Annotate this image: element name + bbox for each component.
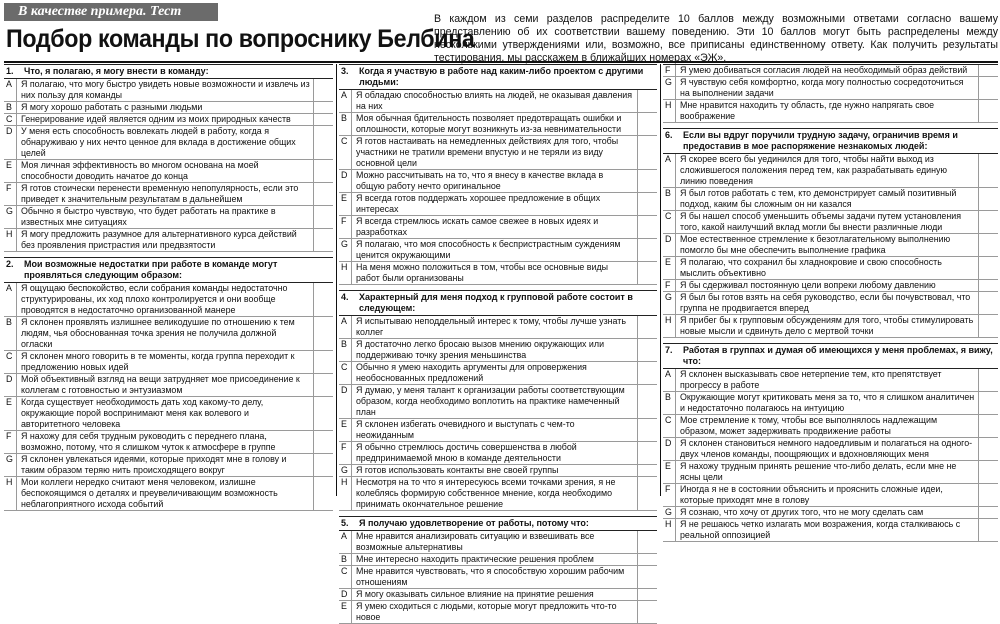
- section-number: 3.: [341, 66, 349, 76]
- answer-row: [663, 188, 998, 211]
- answer-row: [339, 477, 657, 511]
- answer-letter: D: [4, 126, 17, 159]
- intro-text: В каждом из семи разделов распределите 10 баллов между возможными ответами согласно вашему представлению об их соответствии вашему поведению. Эти 10 баллов могут быть распределены между несколькими утверждениями или, возможно, все приписаны единственному ответу. Как получить результаты тестирования, мы расскажем в ближайших номерах «ЭЖ».: [434, 13, 998, 64]
- score-box[interactable]: [637, 566, 657, 588]
- section-title: [4, 257, 333, 283]
- answer-text: Я думаю, у меня талант к организации работы соответствующим образом, когда необходимо воплотить на практике намеченный план: [356, 385, 625, 417]
- score-box[interactable]: [637, 170, 657, 192]
- answer-letter: D: [663, 234, 676, 256]
- answer-letter: H: [663, 519, 676, 541]
- answer-row: [4, 454, 333, 477]
- score-box[interactable]: [978, 154, 998, 187]
- answer-letter: B: [663, 392, 676, 414]
- answer-text: Мое естественное стремление к безотлагательному выполнению помогло бы мне обеспечить выполнение графика: [680, 234, 951, 255]
- answer-letter: G: [663, 507, 676, 518]
- answer-row: [4, 397, 333, 431]
- answer-letter: E: [339, 601, 352, 623]
- answer-text: Мои коллеги нередко считают меня человеком, излишне беспокоящимся о деталях и преувеличивающим возможность неблагоприятного исхода событий: [21, 477, 278, 509]
- score-box[interactable]: [637, 316, 657, 338]
- answer-letter: F: [4, 431, 17, 453]
- section-question: Характерный для меня подход к групповой работе состоит в следующем:: [359, 292, 633, 313]
- answer-row: [339, 339, 657, 362]
- column-3: [663, 64, 998, 540]
- answer-row: [663, 461, 998, 484]
- score-box[interactable]: [637, 262, 657, 284]
- section-number: 6.: [665, 130, 673, 140]
- answer-row: [339, 216, 657, 239]
- score-box[interactable]: [313, 454, 333, 476]
- score-box[interactable]: [313, 283, 333, 316]
- answer-text: У меня есть способность вовлекать людей в работу, когда я обнаруживаю у них нечто ценное для вклада в достижение общих целей: [21, 126, 296, 158]
- answer-text: Я ощущаю беспокойство, если собрания команды недостаточно структурированы, их ход плохо контролируется и они вообще проводятся в недостаточно организованной манере: [21, 283, 288, 315]
- answer-text: Мне нравится находить ту область, где нужно напрягать свое воображение: [680, 100, 935, 121]
- score-box[interactable]: [637, 385, 657, 418]
- answer-letter: F: [663, 280, 676, 291]
- answer-row: [663, 292, 998, 315]
- answer-row: [339, 554, 657, 566]
- score-box[interactable]: [637, 589, 657, 600]
- answer-row: [663, 154, 998, 188]
- answer-row: [339, 113, 657, 136]
- answer-letter: A: [339, 90, 352, 112]
- section-title: [339, 290, 657, 316]
- answer-text: Я склонен проявлять излишнее великодушие по отношению к тем людям, чья обоснованная точка зрения не получила должной огласки: [21, 317, 295, 349]
- answer-row: [4, 477, 333, 511]
- section-title: [4, 64, 333, 79]
- answer-letter: D: [339, 589, 352, 600]
- answer-letter: E: [4, 397, 17, 430]
- answer-row: [4, 102, 333, 114]
- answer-row: [339, 90, 657, 113]
- column-divider: [660, 64, 661, 496]
- section-number: 7.: [665, 345, 673, 355]
- section-title: [663, 128, 998, 154]
- answer-letter: B: [4, 102, 17, 113]
- answer-text: Я чувствую себя комфортно, когда могу полностью сосредоточиться на выполнении задачи: [680, 77, 964, 98]
- section-number: 5.: [341, 518, 349, 528]
- answer-text: Я склонен увлекаться идеями, которые приходят мне в голову и таким образом теряю нить происходящего вокруг: [21, 454, 287, 475]
- answer-letter: G: [663, 77, 676, 99]
- answer-letter: E: [339, 193, 352, 215]
- answer-letter: A: [339, 531, 352, 553]
- answer-letter: F: [663, 484, 676, 506]
- page-title: Подбор команды по вопроснику Белбина: [6, 25, 475, 53]
- answer-text: Я могу оказывать сильное влияние на принятие решения: [356, 589, 594, 599]
- score-box[interactable]: [637, 531, 657, 553]
- score-box[interactable]: [637, 477, 657, 510]
- answer-row: [4, 183, 333, 206]
- answer-text: Я готов стоически перенести временную непопулярность, если это приведет к значительным результатам в дальнейшем: [21, 183, 299, 204]
- answer-text: Я могу хорошо работать с разными людьми: [21, 102, 203, 112]
- answer-row: [339, 419, 657, 442]
- answer-text: Я склонен становиться немного надоедливым и полагаться на одного-двух членов команды, поощряющих и вдохновляющих меня: [680, 438, 973, 459]
- answer-text: Мой объективный взгляд на вещи затрудняет мое присоединение к коллегам с готовностью и энтузиазмом: [21, 374, 300, 395]
- score-box[interactable]: [313, 317, 333, 350]
- answer-letter: F: [339, 442, 352, 464]
- score-box[interactable]: [313, 431, 333, 453]
- answer-letter: H: [339, 477, 352, 510]
- answer-text: Когда существует необходимость дать ход какому-то делу, окружающие порой воспринимают меня как волевого и авторитетного человека: [21, 397, 264, 429]
- section-number: 2.: [6, 259, 14, 269]
- answer-letter: H: [339, 262, 352, 284]
- score-box[interactable]: [313, 206, 333, 228]
- answer-text: Я склонен много говорить в те моменты, когда группа переходит к предложению новых идей: [21, 351, 295, 372]
- question-section-1: [4, 64, 333, 252]
- answer-row: [663, 519, 998, 542]
- answer-row: [663, 64, 998, 77]
- answer-letter: B: [339, 554, 352, 565]
- answer-letter: H: [663, 100, 676, 122]
- answer-row: [339, 601, 657, 624]
- answer-row: [4, 79, 333, 102]
- answer-row: [663, 369, 998, 392]
- answer-text: Я всегда готов поддержать хорошее предложение в общих интересах: [356, 193, 601, 214]
- answer-letter: B: [663, 188, 676, 210]
- section-tag: В качестве примера. Тест: [4, 3, 218, 21]
- answer-text: Я испытываю неподдельный интерес к тому, чтобы лучше узнать коллег: [356, 316, 626, 337]
- answer-text: Я обладаю способностью влиять на людей, не оказывая давления на них: [356, 90, 633, 111]
- answer-letter: C: [339, 566, 352, 588]
- answer-letter: G: [4, 454, 17, 476]
- answer-text: Можно рассчитывать на то, что я внесу в качестве вклада в общую работу нечто оригинальное: [356, 170, 604, 191]
- score-box[interactable]: [637, 339, 657, 361]
- answer-row: [339, 316, 657, 339]
- answer-text: Я всегда стремлюсь искать самое свежее в новых идеях и разработках: [356, 216, 599, 237]
- answer-letter: G: [339, 239, 352, 261]
- column-2: [339, 64, 657, 622]
- answer-letter: E: [4, 160, 17, 182]
- answer-letter: D: [339, 385, 352, 418]
- answer-row: [663, 415, 998, 438]
- question-section-6: [663, 128, 998, 338]
- score-box[interactable]: [313, 160, 333, 182]
- answer-letter: E: [339, 419, 352, 441]
- answer-text: Обычно я быстро чувствую, что будет работать на практике в известных мне ситуациях: [21, 206, 276, 227]
- answer-letter: C: [4, 114, 17, 125]
- answer-text: Моя обычная бдительность позволяет предотвращать ошибки и оплошности, которые могут возникнуть из-за невнимательности: [356, 113, 622, 134]
- answer-row: [339, 193, 657, 216]
- answer-text: Я склонен избегать очевидного и выступать с чем-то неожиданным: [356, 419, 575, 440]
- section-question: Если вы вдруг поручили трудную задачу, ограничив время и предоставив в мое распоряжение незнакомых людей:: [683, 130, 958, 151]
- answer-text: Я полагаю, что моя способность к беспристрастным суждениям ценится окружающими: [356, 239, 621, 260]
- answer-row: [339, 262, 657, 285]
- answer-row: [663, 77, 998, 100]
- question-section-3: [339, 64, 657, 285]
- score-box[interactable]: [637, 362, 657, 384]
- answer-text: Я нахожу трудным принять решение что-либо делать, если мне не ясны цели: [680, 461, 957, 482]
- answer-row: [4, 160, 333, 183]
- answer-text: Я сознаю, что хочу от других того, что не могу сделать сам: [680, 507, 924, 517]
- answer-letter: C: [4, 351, 17, 373]
- answer-row: [339, 170, 657, 193]
- answer-text: Я был готов работать с тем, кто демонстрирует самый позитивный подход, каким бы сложным он ни казался: [680, 188, 957, 209]
- score-box[interactable]: [313, 79, 333, 101]
- answer-text: На меня можно положиться в том, чтобы все основные виды работ были организованы: [356, 262, 609, 283]
- score-box[interactable]: [978, 369, 998, 391]
- answer-letter: B: [339, 339, 352, 361]
- answer-row: [339, 589, 657, 601]
- answer-row: [663, 257, 998, 280]
- answer-text: Несмотря на то что я интересуюсь всеми точками зрения, я не колеблясь формирую собственное мнение, когда необходимо принимать окончательное решение: [356, 477, 616, 509]
- question-section-5-continued: [663, 64, 998, 123]
- answer-row: [4, 229, 333, 252]
- answer-letter: H: [4, 229, 17, 251]
- score-box[interactable]: [637, 465, 657, 476]
- answer-row: [339, 531, 657, 554]
- question-section-5: [339, 516, 657, 624]
- answer-text: Я умею добиваться согласия людей на необходимый образ действий: [680, 65, 968, 75]
- answer-letter: H: [663, 315, 676, 337]
- score-box[interactable]: [637, 90, 657, 112]
- question-section-4: [339, 290, 657, 511]
- answer-row: [4, 206, 333, 229]
- answer-text: Я склонен высказывать свое нетерпение тем, кто препятствует прогрессу в работе: [680, 369, 942, 390]
- answer-row: [4, 126, 333, 160]
- score-box[interactable]: [978, 77, 998, 99]
- answer-row: [339, 465, 657, 477]
- score-box[interactable]: [978, 100, 998, 122]
- score-box[interactable]: [313, 477, 333, 510]
- question-section-2: [4, 257, 333, 511]
- score-box[interactable]: [313, 114, 333, 125]
- answer-letter: C: [339, 136, 352, 169]
- score-box[interactable]: [313, 351, 333, 373]
- answer-row: [663, 484, 998, 507]
- answer-row: [4, 114, 333, 126]
- score-box[interactable]: [978, 280, 998, 291]
- section-question: Я получаю удовлетворение от работы, потому что:: [359, 518, 589, 528]
- score-box[interactable]: [978, 519, 998, 541]
- column-divider: [336, 64, 337, 496]
- score-box[interactable]: [978, 188, 998, 210]
- answer-letter: G: [663, 292, 676, 314]
- score-box[interactable]: [637, 239, 657, 261]
- answer-letter: C: [339, 362, 352, 384]
- answer-letter: F: [339, 216, 352, 238]
- score-box[interactable]: [978, 461, 998, 483]
- answer-letter: D: [339, 170, 352, 192]
- score-box[interactable]: [637, 554, 657, 565]
- score-box[interactable]: [978, 415, 998, 437]
- answer-letter: G: [4, 206, 17, 228]
- section-question: Что, я полагаю, я могу внести в команду:: [24, 66, 209, 76]
- score-box[interactable]: [978, 257, 998, 279]
- score-box[interactable]: [978, 484, 998, 506]
- answer-row: [663, 100, 998, 123]
- answer-letter: A: [4, 79, 17, 101]
- section-title: [663, 343, 998, 369]
- score-box[interactable]: [637, 113, 657, 135]
- column-1: [4, 64, 333, 509]
- answer-row: [339, 385, 657, 419]
- answer-row: [663, 315, 998, 338]
- answer-row: [339, 136, 657, 170]
- answer-letter: G: [339, 465, 352, 476]
- answer-letter: D: [4, 374, 17, 396]
- answer-letter: A: [663, 154, 676, 187]
- answer-letter: E: [663, 461, 676, 483]
- section-title: [339, 516, 657, 531]
- answer-row: [663, 392, 998, 415]
- answer-text: Я бы нашел способ уменьшить объемы задачи путем установления того, какой наилучший вклад могли бы внести различные люди: [680, 211, 962, 232]
- answer-text: Я обычно стремлюсь достичь совершенства в любой предпринимаемой мною в команде деятельности: [356, 442, 577, 463]
- score-box[interactable]: [637, 216, 657, 238]
- score-box[interactable]: [637, 136, 657, 169]
- answer-text: Я не решаюсь четко излагать мои возражения, когда сталкиваюсь с реальной оппозицией: [680, 519, 961, 540]
- answer-letter: F: [4, 183, 17, 205]
- score-box[interactable]: [637, 419, 657, 441]
- answer-row: [4, 431, 333, 454]
- answer-text: Мне нравится анализировать ситуацию и взвешивать все возможные альтернативы: [356, 531, 595, 552]
- section-question: Работая в группах и думая об имеющихся у меня проблемах, я вижу, что:: [683, 345, 993, 366]
- section-number: 4.: [341, 292, 349, 302]
- score-box[interactable]: [313, 183, 333, 205]
- score-box[interactable]: [313, 374, 333, 396]
- score-box[interactable]: [978, 438, 998, 460]
- answer-row: [339, 362, 657, 385]
- score-box[interactable]: [313, 229, 333, 251]
- section-title: [339, 64, 657, 90]
- score-box[interactable]: [313, 102, 333, 113]
- answer-text: Моя личная эффективность во многом основана на моей способности доводить начатое до конца: [21, 160, 259, 181]
- section-question: Мои возможные недостатки при работе в команде могут проявляться следующим образом:: [24, 259, 278, 280]
- answer-letter: A: [339, 316, 352, 338]
- score-box[interactable]: [978, 234, 998, 256]
- answer-row: [663, 234, 998, 257]
- answer-text: Генерирование идей является одним из моих природных качеств: [21, 114, 291, 124]
- answer-letter: C: [663, 415, 676, 437]
- answer-letter: D: [663, 438, 676, 460]
- answer-letter: B: [4, 317, 17, 350]
- answer-text: Мне нравится чувствовать, что я способствую хорошим рабочим отношениям: [356, 566, 625, 587]
- answer-row: [339, 239, 657, 262]
- answer-row: [4, 317, 333, 351]
- header-divider: [4, 61, 998, 63]
- answer-text: Я полагаю, что могу быстро увидеть новые возможности и извлечь из них пользу для команды: [21, 79, 310, 100]
- score-box[interactable]: [313, 126, 333, 159]
- score-box[interactable]: [637, 601, 657, 623]
- answer-row: [663, 280, 998, 292]
- answer-letter: A: [4, 283, 17, 316]
- answer-text: Я нахожу для себя трудным руководить с переднего плана, возможно, потому, что я слишком чуток к атмосфере в группе: [21, 431, 276, 452]
- answer-text: Иногда я не в состоянии объяснить и прояснить сложные идеи, которые приходят мне в голову: [680, 484, 943, 505]
- answer-letter: E: [663, 257, 676, 279]
- score-box[interactable]: [637, 442, 657, 464]
- section-question: Когда я участвую в работе над каким-либо проектом с другими людьми:: [359, 66, 644, 87]
- answer-text: Я прибег бы к групповым обсуждениям для того, чтобы стимулировать новые мысли и сдвинуть дело с мертвой точки: [680, 315, 974, 336]
- answer-text: Я могу предложить разумное для альтернативного курса действий без проявления пристрастия или предвзятости: [21, 229, 297, 250]
- score-box[interactable]: [978, 315, 998, 337]
- answer-text: Мое стремление к тому, чтобы все выполнялось надлежащим образом, может задерживать продвижение работы: [680, 415, 938, 436]
- answer-row: [663, 438, 998, 461]
- answer-text: Окружающие могут критиковать меня за то, что я слишком аналитичен и недостаточно полагаюсь на интуицию: [680, 392, 975, 413]
- answer-row: [4, 374, 333, 397]
- answer-row: [663, 211, 998, 234]
- answer-text: Я бы сдерживал постоянную цели вопреки любому давлению: [680, 280, 936, 290]
- answer-text: Я готов использовать контакты вне своей группы: [356, 465, 559, 475]
- answer-text: Мне интересно находить практические решения проблем: [356, 554, 594, 564]
- answer-text: Я умею сходиться с людьми, которые могут предложить что-то новое: [356, 601, 617, 622]
- answer-letter: F: [663, 65, 676, 76]
- answer-text: Я был бы готов взять на себя руководство, если бы почувствовал, что группа не продвигается вперед: [680, 292, 971, 313]
- answer-row: [339, 442, 657, 465]
- score-box[interactable]: [313, 397, 333, 430]
- score-box[interactable]: [978, 507, 998, 518]
- answer-row: [663, 507, 998, 519]
- answer-text: Я скорее всего бы уединился для того, чтобы найти выход из сложившегося положения перед тем, как разрабатывать единую линию поведения: [680, 154, 948, 186]
- answer-letter: C: [663, 211, 676, 233]
- question-section-7: [663, 343, 998, 542]
- answer-letter: B: [339, 113, 352, 135]
- score-box[interactable]: [978, 211, 998, 233]
- answer-letter: H: [4, 477, 17, 510]
- answer-text: Обычно я умею находить аргументы для опровержения необоснованных предложений: [356, 362, 587, 383]
- section-number: 1.: [6, 66, 14, 76]
- score-box[interactable]: [978, 65, 998, 76]
- answer-row: [4, 351, 333, 374]
- score-box[interactable]: [978, 292, 998, 314]
- score-box[interactable]: [637, 193, 657, 215]
- answer-text: Я готов настаивать на немедленных действиях для того, чтобы участники не тратили времени впустую и не теряли из виду основной цели: [356, 136, 619, 168]
- answer-text: Я достаточно легко бросаю вызов мнению окружающих или поддерживаю точку зрения меньшинства: [356, 339, 605, 360]
- answer-letter: A: [663, 369, 676, 391]
- score-box[interactable]: [978, 392, 998, 414]
- answer-text: Я полагаю, что сохранил бы хладнокровие и свою способность мыслить объективно: [680, 257, 942, 278]
- answer-row: [339, 566, 657, 589]
- answer-row: [4, 283, 333, 317]
